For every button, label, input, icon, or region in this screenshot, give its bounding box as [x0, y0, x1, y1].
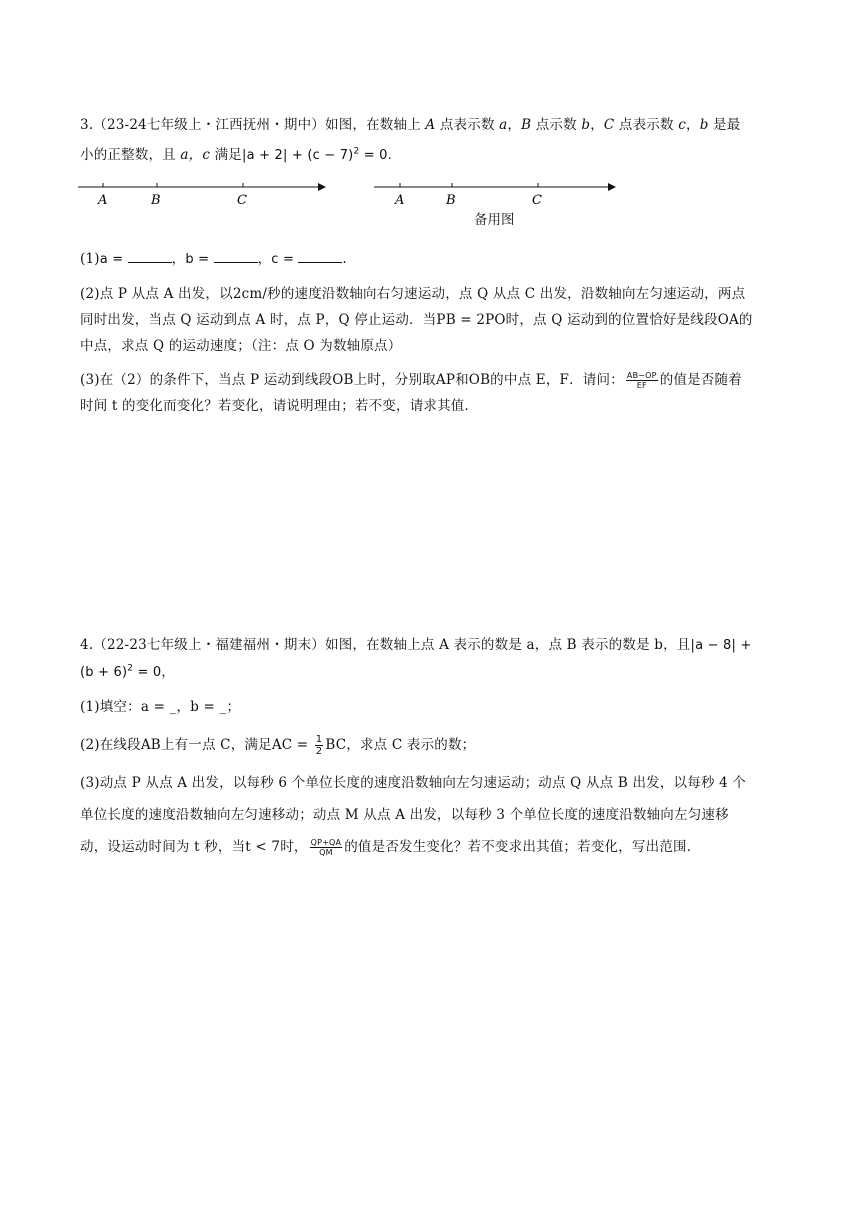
answer-blank-c[interactable]: [298, 248, 342, 263]
q3-p3-text: (3)在（2）的条件下，当点 P 运动到线段OB上时，分别取AP和OB的中点 E，F．请问：: [80, 372, 624, 388]
number-line-backup: [374, 178, 624, 208]
q3-intro-3: 点示数: [535, 117, 577, 133]
q3-condition-math: |a + 2| + (c − 7): [242, 148, 354, 163]
q3-intro-5: 是最: [713, 117, 741, 133]
tick-label-A: A: [98, 193, 108, 208]
q4-condition-exponent: 2: [127, 663, 134, 674]
question-4: [80, 632, 792, 860]
q3-intro: 如图，在数轴上: [325, 117, 421, 133]
var-C: C: [603, 117, 619, 133]
q4-condition-tail: = 0，: [133, 665, 175, 680]
q3-p1-c: c =: [271, 252, 299, 267]
q3-part-3-line-1: [80, 367, 792, 393]
q4-source: （22-23七年级上・福建福州・期末）: [93, 637, 325, 653]
q4-condition-math: |a − 8| +: [690, 638, 752, 653]
q3-part-2-line-1: (2)点 P 从点 A 出发，以2cm/秒的速度沿数轴向右匀速运动，点 Q 从点 C 出发，沿数轴向左匀速运动，两点: [80, 286, 746, 302]
q3-part-2-line-2: 同时出发，当点 Q 运动到点 A 时，点 P，Q 停止运动．当PB = 2PO时，点 Q 运动到的位置恰好是线段OA的: [80, 312, 753, 328]
q4-p3-fraction-numerator: QP+QA: [310, 838, 342, 847]
q3-p1-a: a =: [99, 252, 128, 267]
tick-label-B: B: [151, 193, 161, 208]
q4-line-1: [80, 632, 792, 659]
q4-part-1: (1)填空：a = _，b = _；: [80, 699, 241, 715]
q4-part-3-line-3: [80, 834, 792, 860]
q4-p3-fraction: [310, 838, 343, 857]
q4-part-3-line-2: 单位长度的速度沿数轴向左匀速移动；动点 M 从点 A 出发，以每秒 3 个单位长度的速度沿数轴向左匀速移: [80, 807, 729, 823]
question-3-parts: [80, 246, 792, 419]
q4-part-3-line-1: (3)动点 P 从点 A 出发，以每秒 6 个单位长度的速度沿数轴向左匀速运动；动点 Q 从点 B 出发，以每秒 4 个: [80, 775, 747, 791]
q4-condition-math-2: (b + 6): [80, 665, 128, 680]
q3-p1-end: .: [342, 251, 347, 267]
q4-number: 4.: [80, 637, 94, 653]
q3-intro-4: 点表示数: [618, 117, 674, 133]
var-B: B: [521, 117, 536, 133]
q3-intro-2: 点表示数: [439, 117, 495, 133]
number-line-main: [78, 178, 328, 208]
q4-part-2: [80, 732, 792, 758]
q4-p3-fraction-denominator: QM: [319, 848, 333, 857]
backup-tick-label-C: C: [532, 193, 542, 208]
q3-line2-text-2: 满足: [214, 147, 243, 163]
q3-line-2: [80, 142, 792, 169]
answer-blank-a[interactable]: [128, 248, 172, 263]
q4-p2-fraction-denominator: 2: [315, 746, 323, 757]
question-3: [80, 112, 792, 169]
q3-source: （23-24七年级上・江西抚州・期中）: [93, 117, 325, 133]
q4-p2-text-2: BC，求点 C 表示的数；: [325, 737, 476, 753]
backup-tick-label-B: B: [446, 193, 456, 208]
q3-p3-fraction-denominator: EF: [636, 381, 647, 390]
q3-number: 3.: [80, 117, 94, 133]
q3-part-2-line-3: 中点，求点 Q 的运动速度；（注：点 O 为数轴原点）: [80, 338, 402, 354]
q3-p3-text-2: 的值是否随着: [659, 372, 742, 388]
var-A: A: [420, 117, 440, 133]
q3-line-1: 3.（23-24七年级上・江西抚州・期中）如图，在数轴上 A 点表示数 a，B 点示数 b，C 点表示数 c，b 是最: [80, 117, 741, 133]
q4-p2-fraction-numerator: 1: [315, 734, 323, 745]
q4-p2-fraction: [315, 734, 324, 757]
tick-label-C: C: [237, 193, 247, 208]
q3-p1-label: (1): [80, 251, 100, 267]
var-b: b: [576, 117, 591, 133]
var-a: a: [494, 117, 508, 133]
q3-line2-text: 小的正整数，且: [80, 147, 176, 163]
backup-tick-label-A: A: [395, 193, 405, 208]
q3-condition-tail: = 0.: [359, 148, 392, 163]
q4-line-2: [80, 659, 792, 686]
backup-figure-caption: 备用图: [474, 212, 515, 228]
q3-part-3-line-2: 时间 t 的变化而变化？若变化，请说明理由；若不变，请求其值．: [80, 398, 479, 414]
q4-p3-text: 动，设运动时间为 t 秒，当t < 7时，: [80, 839, 308, 855]
q3-p3-fraction: [626, 371, 658, 390]
q3-part-1: [80, 246, 792, 273]
q4-p2-text: (2)在线段AB上有一点 C，满足AC =: [80, 737, 313, 753]
var-a-c: a，c: [175, 147, 215, 163]
q3-p3-fraction-numerator: AB−OP: [626, 371, 657, 380]
q3-condition-exponent: 2: [353, 146, 360, 157]
var-b2: b: [699, 117, 714, 133]
answer-blank-b[interactable]: [214, 248, 258, 263]
q3-p1-sep: ，: [171, 251, 186, 267]
q3-p1-sep-2: ，: [257, 251, 272, 267]
q4-intro: 如图，在数轴上点 A 表示的数是 a，点 B 表示的数是 b，且: [325, 637, 691, 653]
var-c: c: [673, 117, 686, 133]
q4-p3-text-2: 的值是否发生变化？若不变求出其值；若变化，写出范围．: [344, 839, 701, 855]
q3-p1-b: b =: [185, 252, 214, 267]
